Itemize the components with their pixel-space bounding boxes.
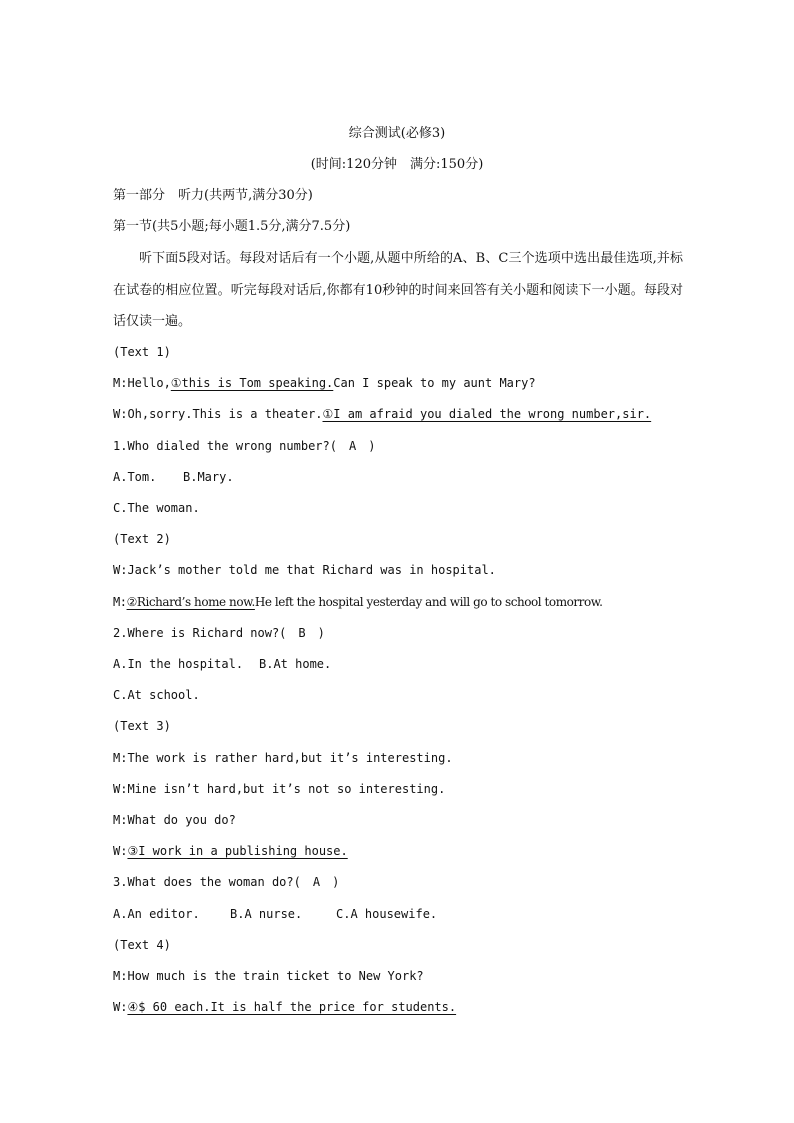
- option-b: B.At home.: [259, 657, 332, 671]
- dialogue-underlined: ①this is Tom speaking.: [170, 376, 334, 390]
- option-b: B.Mary.: [183, 470, 234, 484]
- dialogue-line: [113, 406, 651, 422]
- document-title: 综合测试(必修3): [348, 126, 446, 141]
- option-b: B.A nurse.: [230, 907, 303, 921]
- dialogue-line: [113, 999, 456, 1015]
- dialogue-line: [113, 375, 536, 391]
- instructions-paragraph: 听下面5段对话。每段对话后有一个小题,从题中所给的A、B、C三个选项中选出最佳选项,并标在试卷的相应位置。听完每段对话后,你都有10秒钟的时间来回答有关小题和阅读下一小题。每段对话仅读一遍。: [113, 251, 683, 329]
- option-a: A.Tom.: [113, 470, 157, 484]
- text-label: (Text 3): [113, 719, 171, 733]
- dialogue-line: M:The work is rather hard,but it’s interesting.: [113, 751, 453, 765]
- dialogue-underlined: ①I am afraid you dialed the wrong number,sir.: [322, 407, 652, 421]
- dialogue-line: W:Jack’s mother told me that Richard was in hospital.: [113, 563, 496, 577]
- dialogue-line: [113, 843, 348, 859]
- dialogue-line: W:Mine isn’t hard,but it’s not so interesting.: [113, 782, 446, 796]
- dialogue-underlined: ②Richard’s home now.: [126, 595, 255, 609]
- dialogue-prefix: W:Oh,sorry.This is a theater.: [113, 407, 323, 421]
- option-c: C.A housewife.: [336, 907, 438, 921]
- dialogue-prefix: M:: [113, 595, 127, 609]
- dialogue-suffix: Can I speak to my aunt Mary?: [333, 376, 536, 390]
- dialogue-underlined: ③I work in a publishing house.: [127, 844, 348, 858]
- text-label: (Text 4): [113, 938, 171, 952]
- options-row: [113, 469, 234, 485]
- dialogue-prefix: W:: [113, 1000, 128, 1014]
- question: 1.Who dialed the wrong number?( A ): [113, 439, 376, 453]
- question: 3.What does the woman do?( A ): [113, 875, 340, 889]
- option-c: C.The woman.: [113, 501, 200, 515]
- question: 2.Where is Richard now?( B ): [113, 626, 325, 640]
- part-heading: 第一部分 听力(共两节,满分30分): [113, 188, 313, 203]
- dialogue-suffix: He left the hospital yesterday and will go to school tomorrow.: [254, 595, 603, 609]
- dialogue-line: [113, 594, 603, 610]
- options-row: [113, 906, 437, 922]
- dialogue-line: M:How much is the train ticket to New York?: [113, 969, 424, 983]
- dialogue-underlined: ④$ 60 each.It is half the price for students.: [127, 1000, 457, 1014]
- option-c: C.At school.: [113, 688, 200, 702]
- option-a: A.In the hospital.: [113, 657, 244, 671]
- text-label: (Text 2): [113, 532, 171, 546]
- document-subtitle: (时间:120分钟 满分:150分): [310, 157, 484, 172]
- dialogue-line: M:What do you do?: [113, 813, 236, 827]
- subsection-heading: 第一节(共5小题;每小题1.5分,满分7.5分): [113, 219, 351, 234]
- option-a: A.An editor.: [113, 907, 200, 921]
- dialogue-prefix: W:: [113, 844, 128, 858]
- options-row: [113, 656, 331, 672]
- dialogue-prefix: M:Hello,: [113, 376, 171, 390]
- text-label: (Text 1): [113, 345, 171, 359]
